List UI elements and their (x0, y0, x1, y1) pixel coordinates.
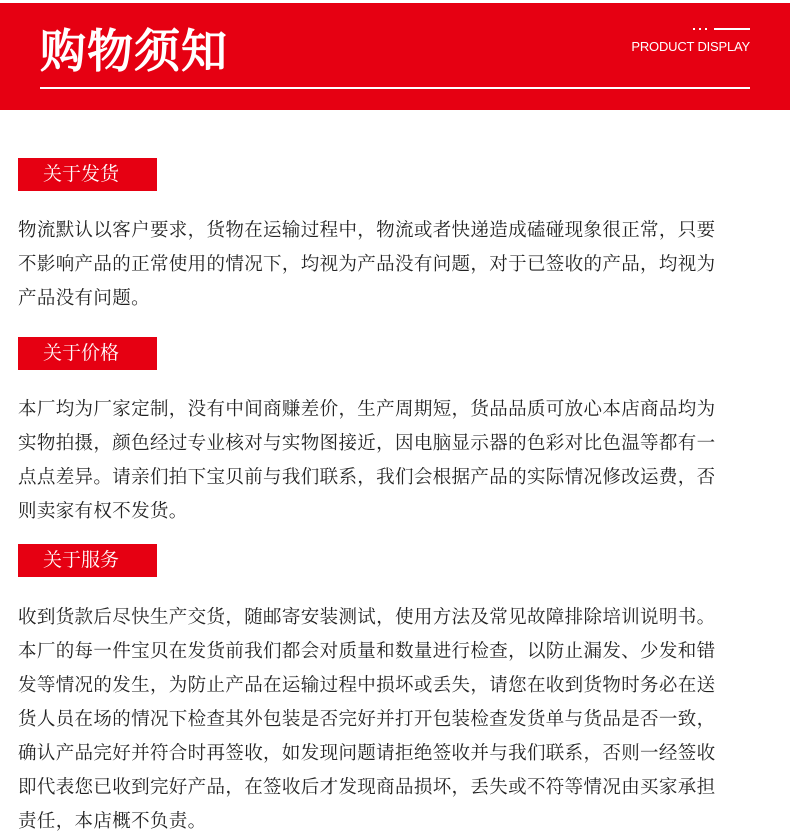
section-text-price (18, 393, 763, 529)
text-line: 产品没有问题。 (18, 288, 150, 309)
decorative-dot (705, 28, 707, 30)
header-divider (40, 87, 750, 89)
section-text-shipping (18, 214, 763, 316)
text-line: 点点差异。请亲们拍下宝贝前与我们联系，我们会根据产品的实际情况修改运费，否 (18, 467, 716, 488)
decorative-line (714, 28, 750, 30)
text-line: 发等情况的发生，为防止产品在运输过程中损坏或丢失，请您在收到货物时务必在送 (18, 675, 716, 696)
text-line: 实物拍摄，颜色经过专业核对与实物图接近，因电脑显示器的色彩对比色温等都有一 (18, 433, 716, 454)
section-label-price: 关于价格 (18, 337, 157, 370)
section-text-service (18, 601, 763, 839)
text-line: 本厂的每一件宝贝在发货前我们都会对质量和数量进行检查，以防止漏发、少发和错 (18, 641, 716, 662)
decorative-dot (699, 28, 701, 30)
page-subtitle: PRODUCT DISPLAY (631, 39, 750, 54)
text-line: 责任，本店概不负责。 (18, 811, 207, 832)
text-line: 本厂均为厂家定制，没有中间商赚差价，生产周期短，货品品质可放心本店商品均为 (18, 399, 716, 420)
decorative-dot (693, 28, 695, 30)
text-line: 即代表您已收到完好产品，在签收后才发现商品损坏，丢失或不符等情况由买家承担 (18, 777, 716, 798)
section-label-service: 关于服务 (18, 544, 157, 577)
header-banner (0, 3, 790, 110)
text-line: 确认产品完好并符合时再签收，如发现问题请拒绝签收并与我们联系，否则一经签收 (18, 743, 716, 764)
decorative-dots-line-icon (693, 27, 750, 31)
text-line: 不影响产品的正常使用的情况下，均视为产品没有问题，对于已签收的产品，均视为 (18, 254, 716, 275)
text-line: 物流默认以客户要求，货物在运输过程中，物流或者快递造成磕碰现象很正常，只要 (18, 220, 716, 241)
text-line: 货人员在场的情况下检查其外包装是否完好并打开包装检查发货单与货品是否一致， (18, 709, 716, 730)
page-title: 购物须知 (40, 24, 228, 78)
text-line: 收到货款后尽快生产交货，随邮寄安装测试，使用方法及常见故障排除培训说明书。 (18, 607, 716, 628)
text-line: 则卖家有权不发货。 (18, 501, 188, 522)
section-label-shipping: 关于发货 (18, 158, 157, 191)
